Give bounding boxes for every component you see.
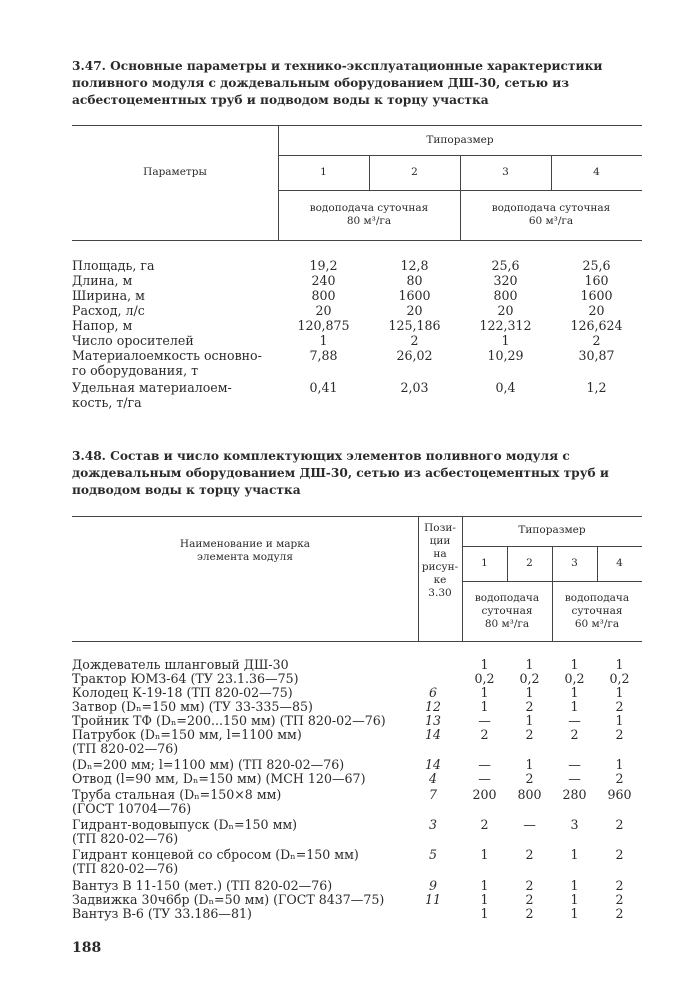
t1-supply-b-line1: водоподача суточная xyxy=(491,202,611,214)
t2-col-4: 4 xyxy=(616,557,623,569)
t1-cell: 25,6 xyxy=(582,258,611,273)
t2-row-pos: 3 xyxy=(428,817,437,832)
t2-cell: 800 xyxy=(517,787,542,802)
t1-top-rule xyxy=(72,125,642,126)
t2-pos-header: Пози- xyxy=(424,522,456,534)
t1-cell: 1600 xyxy=(398,288,431,303)
t1-cell: 800 xyxy=(493,288,518,303)
t2-cell: — xyxy=(568,771,581,786)
t2-cell: — xyxy=(478,771,491,786)
t1-row-label-cont: го оборудования, т xyxy=(72,363,199,378)
t2-cell: 1 xyxy=(615,685,624,700)
t2-row-name: Задвижка 30ч6бр (Dₙ=50 мм) (ГОСТ 8437—75) xyxy=(72,892,385,907)
t2-supply-b: 60 м³/га xyxy=(574,618,620,630)
t2-row-pos: 11 xyxy=(424,892,442,907)
t1-cell: 19,2 xyxy=(309,258,338,273)
t1-cell: 2,03 xyxy=(400,380,429,395)
t1-col-3: 3 xyxy=(502,166,509,178)
t2-pos-header: ке xyxy=(433,574,447,586)
t2-cell: 2 xyxy=(615,878,624,893)
t1-col-2: 2 xyxy=(411,166,418,178)
t2-cell: 1 xyxy=(480,685,489,700)
t2-row-name: Гидрант-водовыпуск (Dₙ=150 мм) xyxy=(72,817,298,832)
t1-cell: 160 xyxy=(584,273,609,288)
t1-cell: 12,8 xyxy=(400,258,429,273)
t1-row-label: Площадь, га xyxy=(72,258,155,273)
t2-cell: — xyxy=(568,713,581,728)
t1-cell: 1,2 xyxy=(586,380,607,395)
t2-row-name: Колодец К-19-18 (ТП 820-02—75) xyxy=(72,685,293,700)
t1-supply-a-line2: 80 м³/га xyxy=(346,215,392,227)
t2-row-name-cont: (ТП 820-02—76) xyxy=(72,861,179,876)
t2-cell: 2 xyxy=(525,906,534,921)
t2-cell: 1 xyxy=(570,657,579,672)
t2-row-pos: 14 xyxy=(424,727,442,742)
t2-pos-header: на xyxy=(433,548,447,560)
t1-cell: 320 xyxy=(493,273,518,288)
t2-row-name-cont: (ТП 820-02—76) xyxy=(72,831,179,846)
t2-header-bottom-rule xyxy=(72,641,642,642)
t2-row-pos: 6 xyxy=(428,685,437,700)
t1-row-label: Материалоемкость основно- xyxy=(72,348,262,363)
t1-cell: 80 xyxy=(406,273,423,288)
t2-cell: 1 xyxy=(570,892,579,907)
t2-cell: 2 xyxy=(615,817,624,832)
t2-row-pos: 4 xyxy=(428,771,437,786)
t2-cell: 2 xyxy=(525,727,534,742)
t2-cell: 1 xyxy=(570,699,579,714)
t2-col-1: 1 xyxy=(481,557,488,569)
t1-cell: 122,312 xyxy=(479,318,532,333)
t2-pos-header: ции xyxy=(429,535,451,547)
t1-row-label: Ширина, м xyxy=(72,288,145,303)
t2-cell: 2 xyxy=(525,847,534,862)
t1-cell: 7,88 xyxy=(309,348,338,363)
t1-header-bottom-rule xyxy=(72,240,642,241)
table-3-48-caption: 3.48. Состав и число комплектующих элементов поливного модуля с дождевальным оборудованием ДШ-30, сетью из асбестоцементных труб и подводом воды к торцу участка xyxy=(72,449,609,497)
t1-row-label: Удельная материалоем- xyxy=(72,380,232,395)
t2-supply-b: водоподача xyxy=(564,592,630,604)
t2-row-name: (Dₙ=200 мм; l=1100 мм) (ТП 820-02—76) xyxy=(72,757,345,772)
t2-cell: — xyxy=(478,713,491,728)
t1-cell: 10,29 xyxy=(487,348,524,363)
t2-cell: 1 xyxy=(615,713,624,728)
t2-row-pos: 13 xyxy=(424,713,442,728)
t1-cell: 1600 xyxy=(580,288,613,303)
t1-cell: 20 xyxy=(406,303,423,318)
t2-row-name: Дождеватель шланговый ДШ-30 xyxy=(72,657,289,672)
t1-row-label: Число оросителей xyxy=(72,333,194,348)
t1-cell: 125,186 xyxy=(388,318,441,333)
page-number: 188 xyxy=(72,940,102,956)
t2-cell: 2 xyxy=(615,906,624,921)
t1-col-4: 4 xyxy=(593,166,600,178)
t2-cell: 2 xyxy=(615,699,624,714)
t2-col-2: 2 xyxy=(526,557,533,569)
t2-row-name-cont: (ТП 820-02—76) xyxy=(72,741,179,756)
t2-row-pos: 9 xyxy=(428,878,437,893)
t2-cell: 2 xyxy=(525,878,534,893)
t2-cell: 0,2 xyxy=(609,671,630,686)
t2-cell: 1 xyxy=(525,713,534,728)
t2-cell: 1 xyxy=(570,685,579,700)
t2-cell: — xyxy=(568,757,581,772)
t2-cell: 1 xyxy=(525,685,534,700)
t2-cell: 2 xyxy=(615,847,624,862)
t2-cell: 2 xyxy=(525,771,534,786)
t1-col-1: 1 xyxy=(320,166,327,178)
t2-row-pos: 7 xyxy=(428,787,437,802)
t1-size-header: Типоразмер xyxy=(426,134,494,146)
t2-row-name: Труба стальная (Dₙ=150×8 мм) xyxy=(72,787,282,802)
t2-cell: 2 xyxy=(615,771,624,786)
t2-supply-b: суточная xyxy=(571,605,623,617)
t1-row-label: Напор, м xyxy=(72,318,133,333)
t2-cell: 0,2 xyxy=(564,671,585,686)
t2-pos-header: рисун- xyxy=(421,561,459,573)
t1-cell: 1 xyxy=(501,333,510,348)
t2-row-name: Отвод (l=90 мм, Dₙ=150 мм) (МСН 120—67) xyxy=(72,771,366,786)
t1-cell: 2 xyxy=(592,333,601,348)
t1-cell: 20 xyxy=(497,303,514,318)
t1-supply-b-line2: 60 м³/га xyxy=(528,215,574,227)
t2-row-name: Гидрант концевой со сбросом (Dₙ=150 мм) xyxy=(72,847,359,862)
t1-cell: 240 xyxy=(311,273,336,288)
t2-row-name: Тройник ТФ (Dₙ=200...150 мм) (ТП 820-02—76) xyxy=(72,713,386,728)
t2-row-name: Трактор ЮМЗ-64 (ТУ 23.1.36—75) xyxy=(72,671,299,686)
t2-row-pos: 14 xyxy=(424,757,442,772)
t2-cell: 1 xyxy=(480,699,489,714)
t2-cell: 2 xyxy=(525,699,534,714)
t2-cell: 1 xyxy=(615,657,624,672)
t2-cell: 2 xyxy=(480,817,489,832)
t2-cell: 200 xyxy=(472,787,497,802)
t2-cell: 1 xyxy=(525,757,534,772)
t2-cell: 0,2 xyxy=(519,671,540,686)
t2-cell: 1 xyxy=(480,847,489,862)
t2-cell: 1 xyxy=(480,892,489,907)
t1-cell: 2 xyxy=(410,333,419,348)
t2-row-name: Вантуз В 11-150 (мет.) (ТП 820-02—76) xyxy=(72,878,333,893)
t2-name-header-1: Наименование и марка xyxy=(179,538,311,550)
t1-cell: 800 xyxy=(311,288,336,303)
t2-cell: 960 xyxy=(607,787,632,802)
t2-cell: 3 xyxy=(570,817,579,832)
t2-cell: 2 xyxy=(570,727,579,742)
t2-cell: 1 xyxy=(570,878,579,893)
t2-supply-a: водоподача xyxy=(474,592,540,604)
t1-cell: 0,4 xyxy=(495,380,516,395)
t1-cell: 30,87 xyxy=(578,348,615,363)
t2-row-name: Затвор (Dₙ=150 мм) (ТУ 33-335—85) xyxy=(72,699,313,714)
t1-cell: 120,875 xyxy=(297,318,350,333)
t2-cell: — xyxy=(478,757,491,772)
t1-row-label-cont: кость, т/га xyxy=(72,395,142,410)
t1-params-header: Параметры xyxy=(143,166,207,178)
t1-cell: 26,02 xyxy=(396,348,433,363)
t2-pos-header: 3.30 xyxy=(428,587,452,599)
t1-row-label: Длина, м xyxy=(72,273,133,288)
t2-row-name: Вантуз В-6 (ТУ 33.186—81) xyxy=(72,906,252,921)
t1-cell: 0,41 xyxy=(309,380,338,395)
table-3-47-caption: 3.47. Основные параметры и технико-эксплуатационные характеристики поливного модуля с дождевальным оборудованием ДШ-30, сетью из асбестоцементных труб и подводом воды к торцу участка xyxy=(72,59,603,107)
t2-row-name: Патрубок (Dₙ=150 мм, l=1100 мм) xyxy=(72,727,302,742)
t2-top-rule xyxy=(72,516,642,517)
t2-cell: — xyxy=(523,817,536,832)
t2-cell: 2 xyxy=(615,727,624,742)
t2-size-header: Типоразмер xyxy=(518,524,586,536)
t2-supply-a: суточная xyxy=(481,605,533,617)
t2-cell: 2 xyxy=(525,892,534,907)
t1-row-label: Расход, л/с xyxy=(72,303,145,318)
t2-supply-a: 80 м³/га xyxy=(484,618,530,630)
t2-cell: 1 xyxy=(570,906,579,921)
t1-supply-a-line1: водоподача суточная xyxy=(309,202,429,214)
t1-cell: 25,6 xyxy=(491,258,520,273)
t1-cell: 126,624 xyxy=(570,318,623,333)
t2-row-name-cont: (ГОСТ 10704—76) xyxy=(72,801,192,816)
t2-name-header-2: элемента модуля xyxy=(197,551,293,563)
t2-cell: 1 xyxy=(570,847,579,862)
t2-cell: 2 xyxy=(615,892,624,907)
t1-cell: 20 xyxy=(315,303,332,318)
t2-cell: 2 xyxy=(480,727,489,742)
t2-col-3: 3 xyxy=(571,557,578,569)
t2-cell: 1 xyxy=(480,878,489,893)
t2-cell: 0,2 xyxy=(474,671,495,686)
t2-cell: 1 xyxy=(615,757,624,772)
t2-cell: 1 xyxy=(525,657,534,672)
t2-cell: 1 xyxy=(480,906,489,921)
t2-row-pos: 12 xyxy=(424,699,442,714)
t2-cell: 280 xyxy=(562,787,587,802)
t2-cell: 1 xyxy=(480,657,489,672)
t1-cell: 1 xyxy=(319,333,328,348)
t2-row-pos: 5 xyxy=(428,847,437,862)
t1-cell: 20 xyxy=(588,303,605,318)
